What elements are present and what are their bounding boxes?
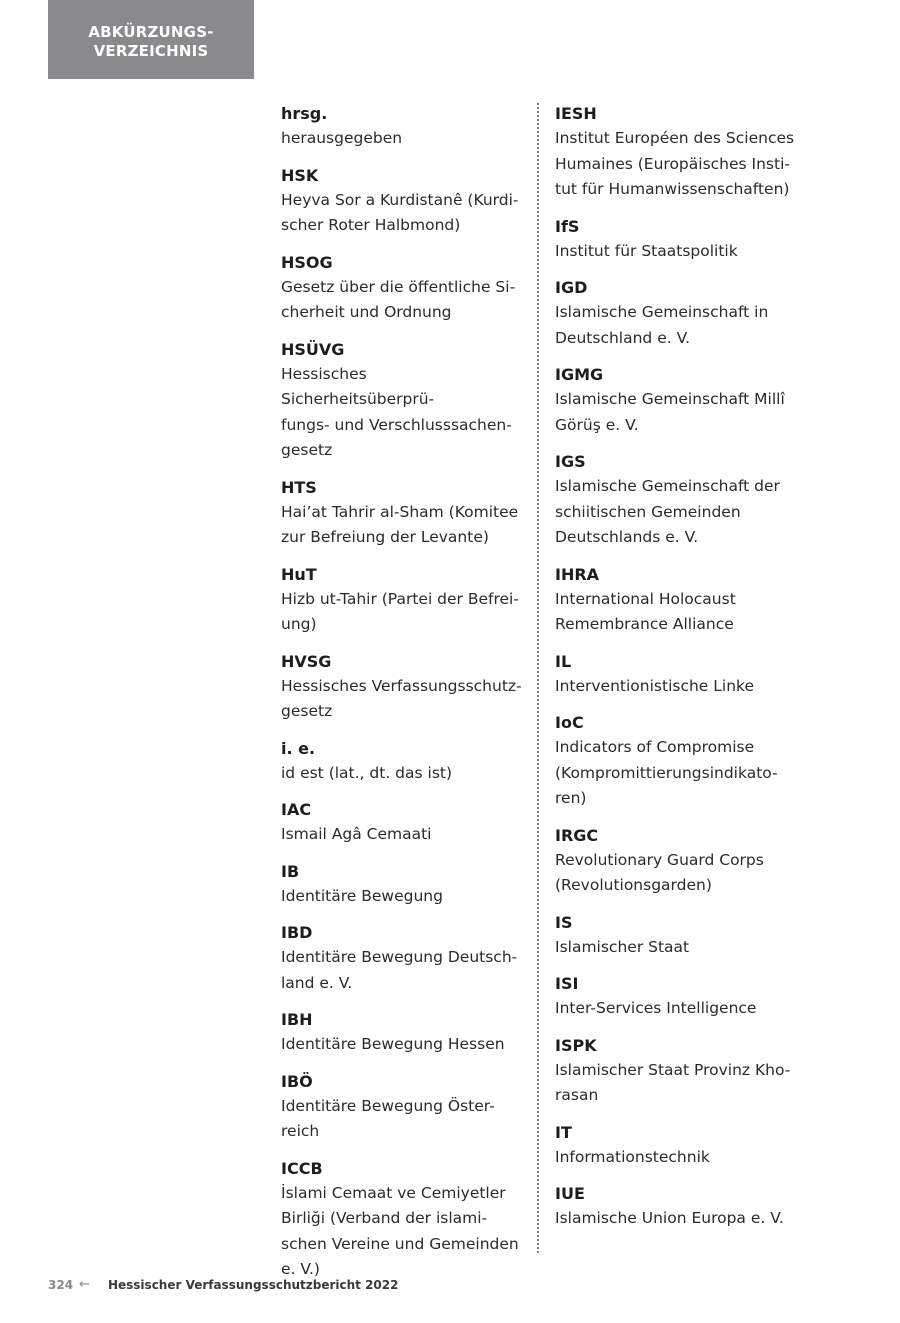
abbreviation-term: HSOG (281, 252, 333, 272)
abbreviation-entry (281, 1069, 523, 1145)
abbreviation-definition-line: rasan (555, 1086, 599, 1104)
abbreviation-term: IBÖ (281, 1071, 313, 1091)
abbreviation-entry (555, 823, 805, 899)
abbreviation-term: IGMG (555, 365, 604, 384)
abbreviation-entry (281, 859, 523, 910)
abbreviation-definition-line: ren) (555, 789, 587, 807)
abbreviation-entry (281, 649, 523, 725)
abbreviation-definition-line: Identitäre Bewegung Öster- (281, 1096, 495, 1115)
abbreviation-term: IESH (555, 104, 597, 123)
abbreviation-entry (555, 1033, 805, 1109)
abbreviation-entry (555, 1181, 805, 1232)
abbreviation-definition-line: Revolutionary Guard Corps (555, 850, 764, 869)
publication-title: Hessischer Verfassungsschutzbericht 2022 (107, 1277, 399, 1292)
abbreviation-definition-line: fungs- und Verschlusssachen- (281, 415, 512, 434)
abbreviation-definition-line: zur Befreiung der Levante) (281, 528, 489, 546)
abbreviation-entry (555, 710, 805, 812)
abbreviation-definition-line: gesetz (281, 702, 333, 720)
abbreviation-definition-line: tut für Humanwissenschaften) (555, 180, 790, 198)
abbreviation-term: IBD (281, 923, 313, 942)
back-arrow-icon[interactable]: ← (79, 1277, 90, 1292)
abbreviation-term: IBH (281, 1010, 313, 1029)
section-header-tab (48, 0, 254, 79)
abbreviation-term: IAC (281, 800, 312, 819)
abbreviation-term: IGD (555, 278, 588, 297)
abbreviation-definition-line: Identitäre Bewegung (281, 886, 443, 905)
abbreviation-definition-line: Inter-Services Intelligence (555, 999, 757, 1017)
abbreviation-definition-line: Islamische Gemeinschaft der (555, 477, 780, 495)
abbreviation-definition-line: Deutschlands e. V. (555, 528, 699, 546)
abbreviation-term: HSK (281, 165, 319, 185)
abbreviation-definition-line: Hizb ut-Tahir (Partei der Befrei- (281, 589, 519, 608)
abbreviation-term: HTS (281, 477, 317, 497)
section-title-line2: VERZEICHNIS (93, 41, 209, 60)
abbreviation-entry (555, 1120, 805, 1171)
abbreviation-definition-line: International Holocaust (555, 589, 736, 608)
abbreviation-definition-line: Islamischer Staat (555, 937, 690, 956)
abbreviation-definition-line: reich (281, 1122, 320, 1140)
abbreviation-term: hrsg. (281, 104, 328, 123)
page-footer (48, 1277, 398, 1292)
abbreviation-entry (281, 337, 523, 464)
abbreviation-definition-line: Informationstechnik (555, 1147, 710, 1166)
abbreviation-definition-line: herausgegeben (281, 129, 403, 147)
abbreviation-definition-line: Hessisches Verfassungsschutz- (281, 676, 522, 695)
abbreviation-column-left (281, 101, 523, 1294)
abbreviation-term: ISI (555, 974, 579, 993)
abbreviation-entry (281, 736, 523, 787)
abbreviation-term: ISPK (555, 1035, 597, 1055)
abbreviation-entry (555, 214, 805, 265)
abbreviation-term: IT (555, 1122, 572, 1142)
abbreviation-entry (281, 475, 523, 551)
abbreviation-term: IGS (555, 452, 586, 471)
abbreviation-definition-line: schen Vereine und Gemeinden (281, 1234, 519, 1253)
abbreviation-term: IoC (555, 713, 584, 732)
abbreviation-term: IHRA (555, 564, 600, 584)
abbreviation-definition-line: Görüş e. V. (555, 415, 639, 434)
abbreviation-definition-line: Birliği (Verband der islami- (281, 1209, 488, 1227)
abbreviation-definition-line: Islamische Union Europa e. V. (555, 1209, 784, 1227)
abbreviation-entry (555, 562, 805, 638)
page-number: 324 (48, 1277, 74, 1292)
abbreviation-column-right (555, 101, 805, 1243)
abbreviation-entry (555, 449, 805, 551)
abbreviation-term: i. e. (281, 738, 316, 758)
abbreviation-definition-line: schiitischen Gemeinden (555, 502, 741, 521)
abbreviation-definition-line: Institut für Staatspolitik (555, 241, 738, 260)
abbreviation-term: HVSG (281, 651, 332, 671)
abbreviation-definition-line: gesetz (281, 441, 333, 459)
abbreviation-term: HSÜVG (281, 339, 345, 359)
abbreviation-definition-line: Identitäre Bewegung Deutsch- (281, 948, 518, 966)
abbreviation-entry (281, 797, 523, 848)
abbreviation-definition-line: Humaines (Europäisches Insti- (555, 154, 790, 173)
abbreviation-definition-line: Islamische Gemeinschaft in (555, 303, 769, 321)
abbreviation-definition-line: Islamischer Staat Provinz Kho- (555, 1060, 791, 1079)
abbreviation-entry (555, 910, 805, 961)
abbreviation-definition-line: Hessisches Sicherheitsüberprü- (281, 364, 435, 408)
abbreviation-term: HuT (281, 564, 317, 584)
abbreviation-entry (281, 920, 523, 996)
abbreviation-definition-line: Islamische Gemeinschaft Millî (555, 390, 785, 408)
abbreviation-definition-line: (Kompromittierungsindikato- (555, 763, 778, 782)
abbreviation-entry (281, 163, 523, 239)
abbreviation-term: ICCB (281, 1158, 323, 1178)
abbreviation-definition-line: Gesetz über die öffentliche Si- (281, 277, 516, 296)
abbreviation-term: IL (555, 651, 572, 671)
abbreviation-entry (281, 562, 523, 638)
abbreviation-term: IB (281, 861, 300, 881)
abbreviation-entry (555, 971, 805, 1022)
abbreviation-definition-line: İslami Cemaat ve Cemiyetler (281, 1183, 506, 1202)
abbreviation-definition-line: scher Roter Halbmond) (281, 216, 461, 234)
abbreviation-term: IRGC (555, 825, 599, 845)
abbreviation-entry (555, 362, 805, 438)
abbreviation-entry (281, 1007, 523, 1058)
abbreviation-entry (281, 250, 523, 326)
abbreviation-term: IUE (555, 1184, 585, 1203)
abbreviation-entry (555, 649, 805, 700)
abbreviation-definition-line: (Revolutionsgarden) (555, 876, 712, 894)
section-title-line1: ABKÜRZUNGS- (88, 22, 214, 41)
abbreviation-term: IfS (555, 216, 580, 236)
abbreviation-definition-line: Indicators of Compromise (555, 738, 755, 756)
abbreviation-definition-line: Ismail Agâ Cemaati (281, 825, 432, 843)
abbreviation-definition-line: Remembrance Alliance (555, 615, 734, 633)
abbreviation-entry (281, 1156, 523, 1283)
abbreviation-term: IS (555, 912, 573, 932)
abbreviation-definition-line: Heyva Sor a Kurdistanê (Kurdi- (281, 190, 519, 209)
abbreviation-definition-line: Institut Européen des Sciences (555, 129, 795, 147)
column-divider (537, 103, 539, 1253)
abbreviation-entry (281, 101, 523, 152)
abbreviation-definition-line: cherheit und Ordnung (281, 303, 452, 321)
abbreviation-definition-line: land e. V. (281, 973, 353, 992)
abbreviation-definition-line: id est (lat., dt. das ist) (281, 763, 453, 782)
abbreviation-definition-line: Deutschland e. V. (555, 328, 691, 347)
abbreviation-definition-line: e. V.) (281, 1260, 320, 1278)
abbreviation-definition-line: ung) (281, 615, 317, 633)
abbreviation-definition-line: Identitäre Bewegung Hessen (281, 1035, 505, 1053)
abbreviation-entry (555, 101, 805, 203)
abbreviation-definition-line: Hai’at Tahrir al-Sham (Komitee (281, 502, 519, 521)
abbreviation-entry (555, 275, 805, 351)
abbreviation-definition-line: Interventionistische Linke (555, 676, 754, 695)
